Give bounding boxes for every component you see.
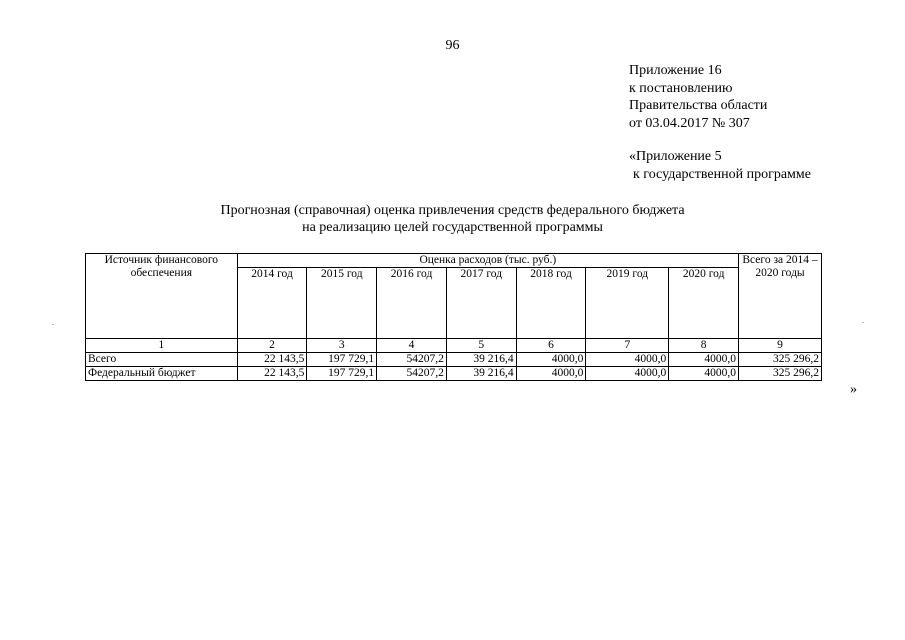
table-cell: 197 729,1 (307, 353, 377, 367)
table-cell: 4000,0 (586, 353, 669, 367)
page-number: 96 (445, 38, 460, 53)
year-header: 2014 год (237, 268, 307, 339)
program-appendix-line: к государственной программе (633, 166, 811, 182)
expense-header: Оценка расходов (тыс. руб.) (237, 254, 738, 268)
closing-quote: » (850, 382, 857, 397)
budget-table (85, 253, 822, 381)
year-header: 2015 год (307, 268, 377, 339)
column-number: 1 (86, 339, 238, 353)
table-cell: 325 296,2 (739, 367, 822, 381)
program-appendix-reference (629, 148, 811, 183)
program-appendix-line: «Приложение 5 (629, 149, 722, 164)
appendix-reference (629, 62, 767, 132)
title-line-2: на реализацию целей государственной программы (302, 220, 603, 235)
column-number-row (86, 339, 822, 353)
year-header: 2016 год (377, 268, 447, 339)
scan-speck (862, 322, 864, 323)
table-row-total (86, 353, 822, 367)
document-title (0, 202, 905, 236)
column-number: 2 (237, 339, 307, 353)
year-header: 2017 год (446, 268, 516, 339)
table-cell: 4000,0 (669, 367, 739, 381)
appendix-line: Правительства области (629, 98, 768, 113)
column-number: 8 (669, 339, 739, 353)
year-header: 2018 год (516, 268, 586, 339)
table-cell: 4000,0 (516, 367, 586, 381)
source-header: Источник финансового обеспечения (86, 254, 238, 339)
table-cell: 54207,2 (377, 353, 447, 367)
column-number: 7 (586, 339, 669, 353)
table-cell: 4000,0 (516, 353, 586, 367)
column-number: 5 (446, 339, 516, 353)
column-number: 9 (739, 339, 822, 353)
appendix-line: Приложение 16 (629, 63, 722, 78)
table-header-row (86, 254, 822, 268)
appendix-line: к постановлению (629, 80, 733, 96)
row-label: Федеральный бюджет (86, 367, 238, 381)
table-cell: 54207,2 (377, 367, 447, 381)
table-cell: 22 143,5 (237, 367, 307, 381)
total-header: Всего за 2014 – 2020 годы (739, 254, 822, 339)
table-cell: 39 216,4 (446, 367, 516, 381)
year-header: 2019 год (586, 268, 669, 339)
scan-speck (52, 324, 54, 325)
table-cell: 22 143,5 (237, 353, 307, 367)
table-cell: 197 729,1 (307, 367, 377, 381)
table-row-federal (86, 367, 822, 381)
table-cell: 39 216,4 (446, 353, 516, 367)
table-cell: 4000,0 (586, 367, 669, 381)
column-number: 3 (307, 339, 377, 353)
row-label: Всего (86, 353, 238, 367)
table-cell: 325 296,2 (739, 353, 822, 367)
column-number: 6 (516, 339, 586, 353)
year-header: 2020 год (669, 268, 739, 339)
column-number: 4 (377, 339, 447, 353)
title-line-1: Прогнозная (справочная) оценка привлечения средств федерального бюджета (220, 203, 685, 218)
appendix-line: от 03.04.2017 № 307 (629, 115, 750, 131)
table-cell: 4000,0 (669, 353, 739, 367)
